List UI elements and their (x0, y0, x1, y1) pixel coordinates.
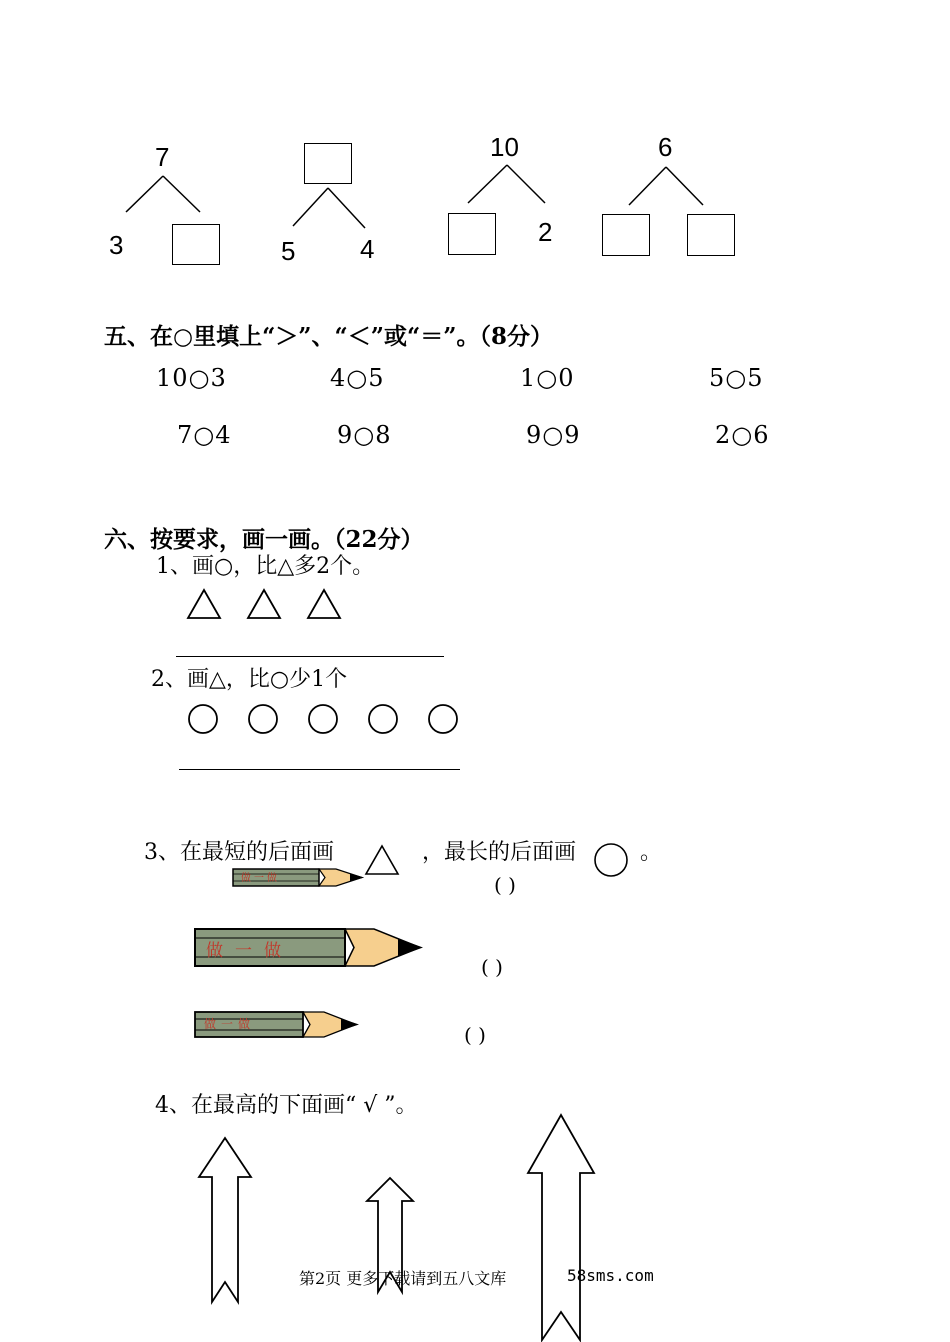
question-2: 2、画△，比○少1个 (151, 667, 348, 692)
triangle-icon (246, 588, 282, 620)
question-3-part1: 3、在最短的后面画 (144, 840, 334, 865)
circle-icon (187, 703, 219, 735)
bond-2-top-box[interactable] (304, 143, 352, 184)
compare-1-2[interactable]: 4○5 (330, 364, 385, 392)
arrow-medium (196, 1136, 254, 1306)
bond-3-left-box[interactable] (448, 213, 496, 255)
bond-2-left: 5 (281, 236, 296, 266)
bond-4-left-box[interactable] (602, 214, 650, 256)
answer-paren-1[interactable]: ( ) (494, 873, 516, 897)
question-1: 1、画○，比△多2个。 (156, 554, 375, 579)
pencil-short-label: 做一做 (241, 873, 280, 884)
arrow-tall (525, 1113, 597, 1342)
compare-2-2[interactable]: 9○8 (337, 421, 392, 449)
answer-paren-3[interactable]: ( ) (464, 1023, 486, 1047)
pencil-medium-label: 做一做 (204, 1017, 256, 1031)
circle-icon (427, 703, 459, 735)
bond-3-right: 2 (538, 217, 553, 247)
footer-site[interactable]: 58sms.com (567, 1266, 654, 1285)
bond-1-lines (0, 0, 950, 300)
circle-icon (247, 703, 279, 735)
compare-2-4[interactable]: 2○6 (715, 421, 770, 449)
answer-paren-2[interactable]: ( ) (481, 955, 503, 979)
triangle-icon (186, 588, 222, 620)
circle-icon (367, 703, 399, 735)
section-6-title: 六、按要求，画一画。（22分） (104, 526, 424, 553)
question-4: 4、在最高的下面画“ √ ”。 (155, 1093, 418, 1118)
question-3-end: 。 (640, 840, 663, 865)
compare-1-4[interactable]: 5○5 (709, 364, 764, 392)
bond-1-left: 3 (109, 230, 124, 260)
compare-2-1[interactable]: 7○4 (177, 421, 232, 449)
answer-line-1[interactable] (176, 656, 444, 657)
triangle-icon (306, 588, 342, 620)
footer-text: 第2页 更多下载请到五八文库 (299, 1269, 507, 1288)
bond-3-top: 10 (490, 132, 519, 162)
question-3-part2: ，最长的后面画 (422, 840, 577, 865)
bond-1-top: 7 (155, 142, 170, 172)
section-5-title: 五、在○里填上“＞”、“＜”或“＝”。（8分） (104, 323, 553, 350)
compare-2-3[interactable]: 9○9 (526, 421, 581, 449)
answer-line-2[interactable] (179, 769, 460, 770)
bond-4-top: 6 (658, 132, 673, 162)
bond-2-right: 4 (360, 234, 375, 264)
pencil-long-label: 做一做 (206, 941, 293, 961)
compare-1-3[interactable]: 1○0 (520, 364, 575, 392)
circle-icon (594, 843, 628, 877)
bond-1-right-box[interactable] (172, 224, 220, 265)
compare-1-1[interactable]: 10○3 (156, 364, 227, 392)
bond-4-right-box[interactable] (687, 214, 735, 256)
circle-icon (307, 703, 339, 735)
